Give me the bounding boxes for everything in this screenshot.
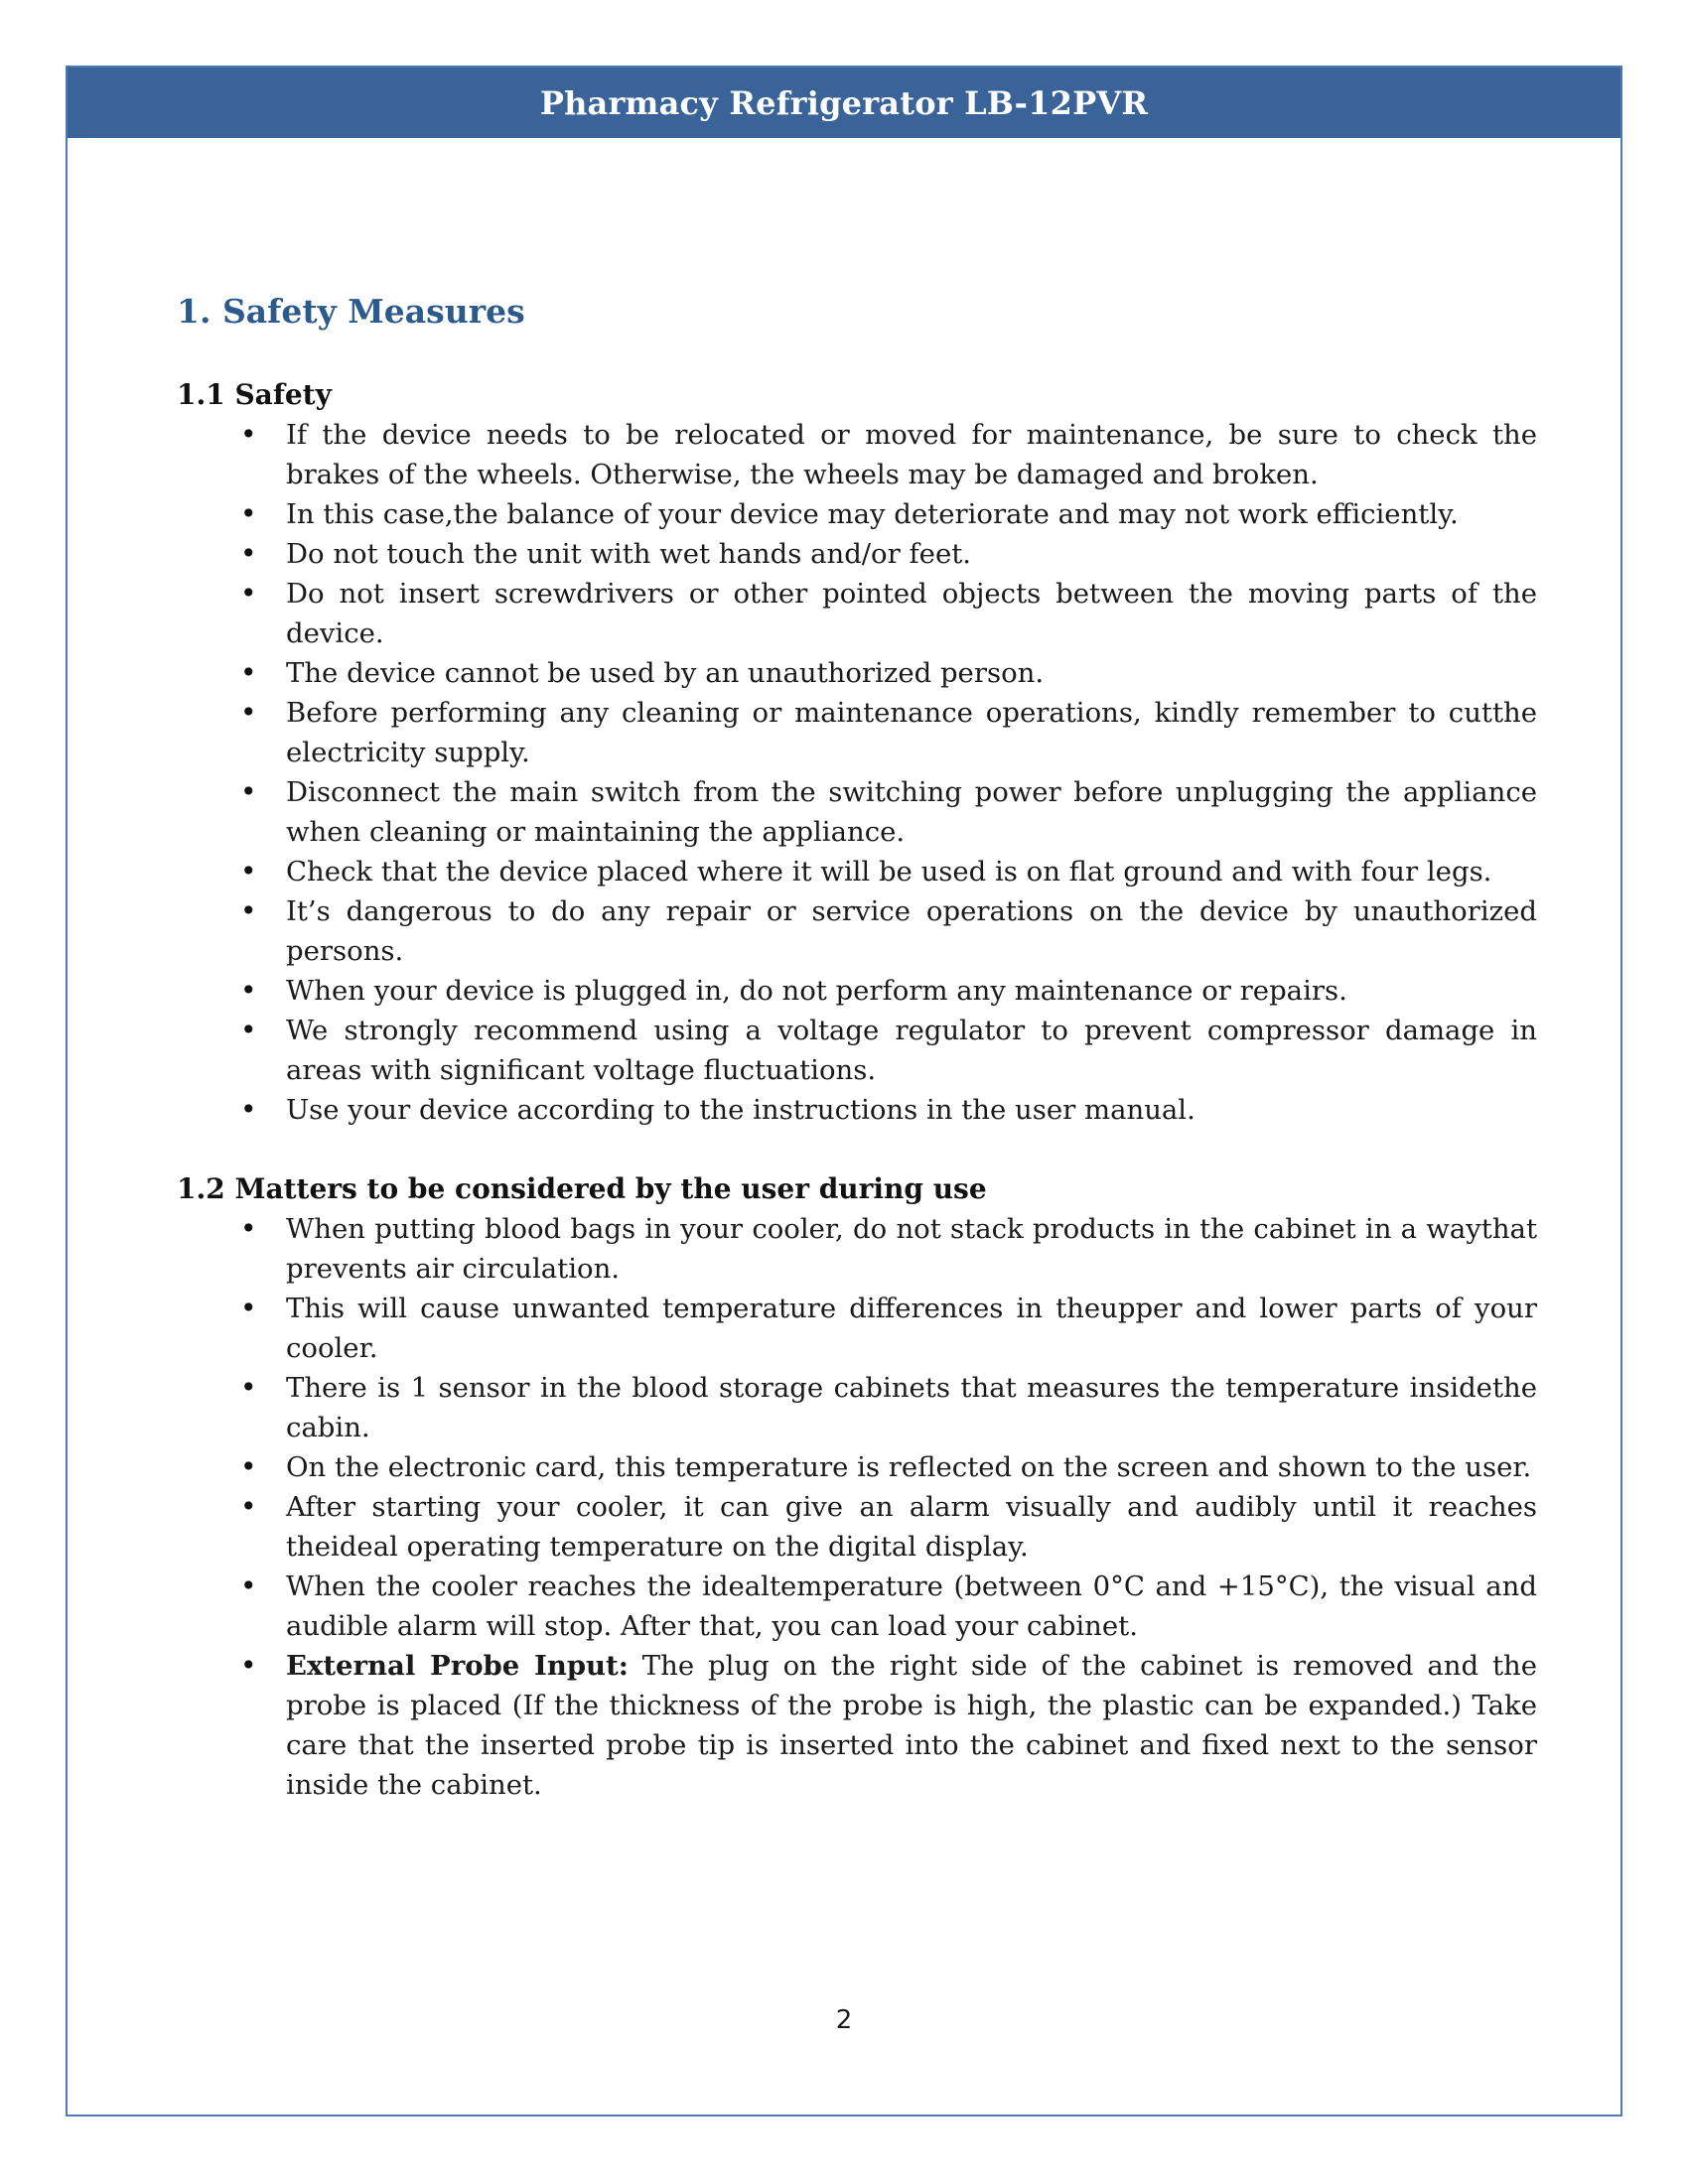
safety-item: • We strongly recommend using a voltage regulator to prevent compressor damage in areas with significant voltage fluctuations. [177, 1011, 1537, 1090]
usage-heading: 1.2 Matters to be considered by the user during use [177, 1172, 987, 1205]
usage-item-probe [177, 1646, 1537, 1805]
usage-item: • On the electronic card, this temperature is reflected on the screen and shown to the user. [177, 1447, 1537, 1487]
probe-description: The plug on the right side of the cabinet is removed and the probe is placed (If the thickness of the probe is high, the plastic can be expanded.) Take care that the inserted probe tip is inserted into the cabinet and fixed next to the sensor inside the cabinet. [286, 1650, 1538, 1801]
usage-item: • When putting blood bags in your cooler, do not stack products in the cabinet in a waythat prevents air circulation. [177, 1209, 1537, 1289]
document-title: Pharmacy Refrigerator LB-12PVR [539, 83, 1149, 122]
safety-item: • Disconnect the main switch from the switching power before unplugging the appliance when cleaning or maintaining the appliance. [177, 772, 1537, 852]
safety-section [177, 375, 1607, 1130]
safety-item: • Do not insert screwdrivers or other pointed objects between the moving parts of the device. [177, 574, 1537, 653]
header-bar [68, 68, 1620, 138]
usage-item: • When the cooler reaches the idealtemperature (between 0°C and +15°C), the visual and audible alarm will stop. After that, you can load your cabinet. [177, 1567, 1537, 1646]
safety-item: • In this case,the balance of your device may deteriorate and may not work efficiently. [177, 494, 1537, 534]
usage-item: • There is 1 sensor in the blood storage cabinets that measures the temperature insidethe cabin. [177, 1368, 1537, 1447]
safety-item: • If the device needs to be relocated or moved for maintenance, be sure to check the brakes of the wheels. Otherwise, the wheels may be damaged and broken. [177, 415, 1537, 494]
safety-item: • Use your device according to the instructions in the user manual. [177, 1090, 1537, 1130]
safety-heading: 1.1 Safety [177, 378, 332, 411]
safety-item: • Before performing any cleaning or maintenance operations, kindly remember to cutthe electricity supply. [177, 693, 1537, 772]
page-frame [66, 66, 1622, 2116]
safety-item: • Check that the device placed where it will be used is on flat ground and with four legs. [177, 852, 1537, 891]
usage-list [177, 1209, 1607, 1805]
page-number: 2 [835, 2005, 853, 2035]
section-heading: 1. Safety Measures [177, 292, 525, 331]
safety-item: • The device cannot be used by an unauthorized person. [177, 653, 1537, 693]
usage-item: • This will cause unwanted temperature differences in theupper and lower parts of your cooler. [177, 1289, 1537, 1368]
usage-section [177, 1169, 1607, 1805]
safety-item: • Do not touch the unit with wet hands and/or feet. [177, 534, 1537, 574]
usage-item: • After starting your cooler, it can give an alarm visually and audibly until it reaches theideal operating temperature on the digital display. [177, 1487, 1537, 1567]
probe-lead-label: External Probe Input: [286, 1650, 629, 1682]
safety-item: • It’s dangerous to do any repair or service operations on the device by unauthorized persons. [177, 891, 1537, 971]
safety-list [177, 415, 1607, 1130]
safety-item: • When your device is plugged in, do not perform any maintenance or repairs. [177, 971, 1537, 1011]
